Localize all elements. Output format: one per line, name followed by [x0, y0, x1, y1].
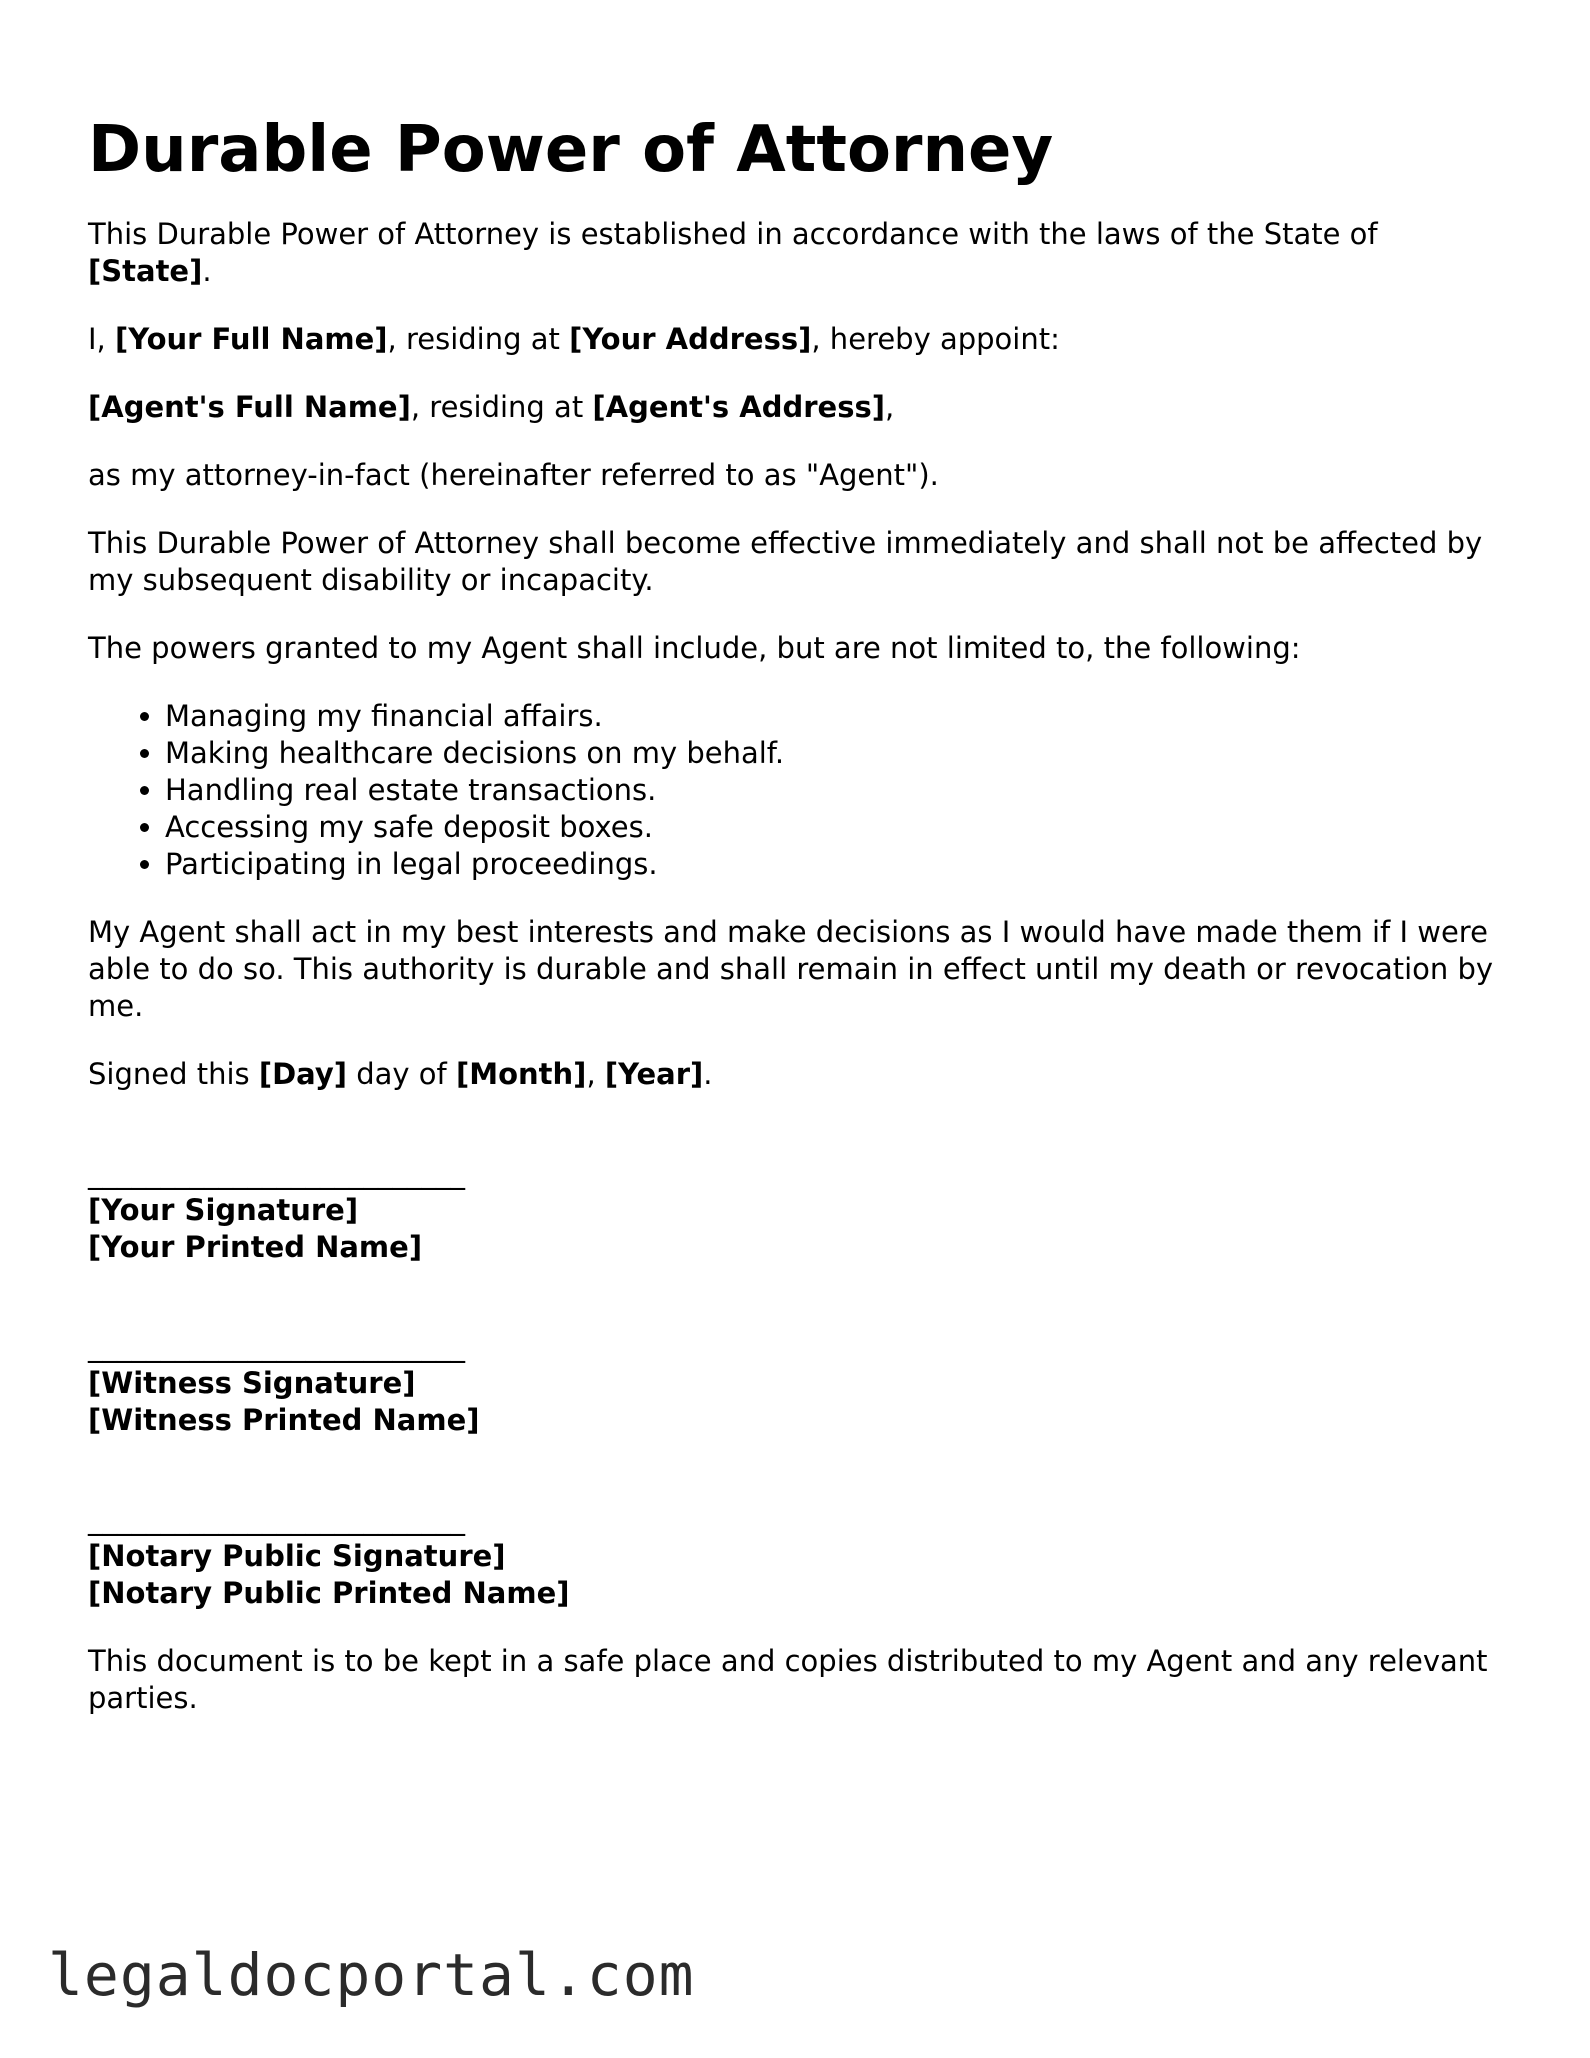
intro-paragraph [88, 216, 1508, 290]
state-placeholder: [State] [88, 254, 203, 288]
list-item: • Making healthcare decisions on my behalf. [165, 735, 1508, 772]
full-name-placeholder: [Your Full Name] [115, 322, 388, 356]
attorney-in-fact-paragraph: as my attorney-in-fact (hereinafter referred to as "Agent"). [88, 458, 939, 492]
intro-prefix: This Durable Power of Attorney is established in accordance with the laws of the State of [88, 217, 1378, 251]
year-placeholder: [Year] [604, 1057, 704, 1091]
principal-signature-label: [Your Signature] [88, 1193, 359, 1227]
appointment-paragraph [88, 321, 1508, 358]
intro-suffix: . [202, 254, 212, 288]
signed-middle: day of [347, 1057, 456, 1091]
signed-comma: , [586, 1057, 605, 1091]
signed-suffix: . [703, 1057, 713, 1091]
appointment-prefix: I, [88, 322, 115, 356]
witness-signature-block [88, 1297, 1508, 1439]
list-item: • Handling real estate transactions. [165, 772, 1508, 809]
witness-printed-name-label: [Witness Printed Name] [88, 1403, 480, 1437]
document-title: Durable Power of Attorney [88, 113, 1054, 187]
agent-paragraph [88, 389, 1508, 426]
signed-paragraph [88, 1056, 1508, 1093]
list-item: • Managing my financial affairs. [165, 698, 1508, 735]
agent-middle: , residing at [410, 390, 593, 424]
list-item: • Participating in legal proceedings. [165, 846, 1508, 883]
notary-signature-block [88, 1470, 1508, 1612]
signed-prefix: Signed this [88, 1057, 259, 1091]
powers-list [88, 698, 1508, 883]
document-page [88, 110, 1508, 1748]
effective-paragraph: This Durable Power of Attorney shall become effective immediately and shall not be affected by my subsequent disability or incapacity. [88, 526, 1483, 597]
agent-name-placeholder: [Agent's Full Name] [88, 390, 411, 424]
appointment-suffix: , hereby appoint: [811, 322, 1060, 356]
signature-line: __________________________ [88, 1329, 465, 1363]
notary-signature-label: [Notary Public Signature] [88, 1539, 506, 1573]
witness-signature-label: [Witness Signature] [88, 1366, 416, 1400]
agent-address-placeholder: [Agent's Address] [592, 390, 885, 424]
appointment-middle: , residing at [387, 322, 570, 356]
powers-intro-paragraph: The powers granted to my Agent shall include, but are not limited to, the following: [88, 631, 1301, 665]
agent-suffix: , [884, 390, 895, 424]
list-item: • Accessing my safe deposit boxes. [165, 809, 1508, 846]
site-watermark: legaldocportal.com [48, 1941, 695, 2009]
principal-printed-name-label: [Your Printed Name] [88, 1230, 423, 1264]
signature-line: __________________________ [88, 1156, 465, 1190]
day-placeholder: [Day] [258, 1057, 348, 1091]
closing-paragraph: This document is to be kept in a safe place and copies distributed to my Agent and any relevant parties. [88, 1644, 1488, 1715]
principal-signature-block [88, 1124, 1508, 1266]
signature-line: __________________________ [88, 1502, 465, 1536]
month-placeholder: [Month] [455, 1057, 587, 1091]
address-placeholder: [Your Address] [569, 322, 812, 356]
notary-printed-name-label: [Notary Public Printed Name] [88, 1576, 570, 1610]
best-interests-paragraph: My Agent shall act in my best interests and make decisions as I would have made them if I were able to do so. This authority is durable and shall remain in effect until my death or revocation by me. [88, 915, 1494, 1023]
